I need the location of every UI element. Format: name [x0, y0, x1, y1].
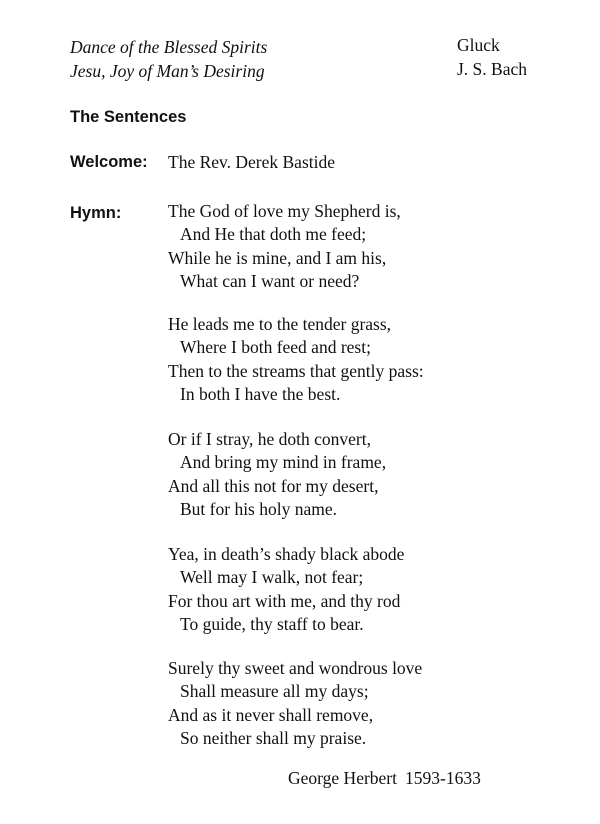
author-name: George Herbert	[288, 768, 397, 788]
verse-line: Yea, in death’s shady black abode	[168, 544, 405, 564]
verse-line: And all this not for my desert,	[168, 475, 379, 496]
music-title-2: Jesu, Joy of Man’s Desiring	[70, 61, 265, 81]
verse-line: And as it never shall remove,	[168, 704, 374, 725]
verse-line: But for his holy name.	[180, 498, 337, 519]
music-title-1: Dance of the Blessed Spirits	[70, 37, 268, 57]
verse-line: Surely thy sweet and wondrous love	[168, 658, 423, 678]
verse-line: Or if I stray, he doth convert,	[168, 429, 371, 449]
verse-line: He leads me to the tender grass,	[168, 314, 392, 334]
sentences-heading: The Sentences	[70, 108, 187, 126]
hymn-verse-3	[168, 428, 386, 521]
verse-line: What can I want or need?	[180, 270, 360, 291]
verse-line: Where I both feed and rest;	[180, 337, 371, 358]
verse-line: In both I have the best.	[180, 383, 341, 404]
hymn-verse-1	[168, 200, 401, 293]
verse-line: For thou art with me, and thy rod	[168, 590, 401, 611]
verse-line: So neither shall my praise.	[180, 727, 367, 748]
verse-line: The God of love my Shepherd is,	[168, 201, 401, 221]
hymn-verse-4	[168, 543, 404, 636]
verse-line: To guide, thy staff to bear.	[180, 613, 364, 634]
hymn-label: Hymn:	[70, 204, 122, 222]
welcome-label: Welcome:	[70, 153, 148, 171]
verse-line: Shall measure all my days;	[180, 681, 369, 702]
verse-line: Well may I walk, not fear;	[180, 567, 364, 588]
music-composer-2: J. S. Bach	[457, 59, 527, 79]
verse-line: Then to the streams that gently pass:	[168, 360, 424, 381]
verse-line: While he is mine, and I am his,	[168, 247, 387, 268]
author-dates: 1593-1633	[405, 768, 481, 788]
hymn-verse-5	[168, 657, 422, 750]
hymn-verse-2	[168, 313, 424, 406]
hymn-attribution	[288, 768, 481, 789]
verse-line: And He that doth me feed;	[180, 224, 367, 245]
welcome-value: The Rev. Derek Bastide	[168, 152, 336, 172]
verse-line: And bring my mind in frame,	[180, 452, 387, 473]
music-composer-1: Gluck	[457, 35, 500, 55]
